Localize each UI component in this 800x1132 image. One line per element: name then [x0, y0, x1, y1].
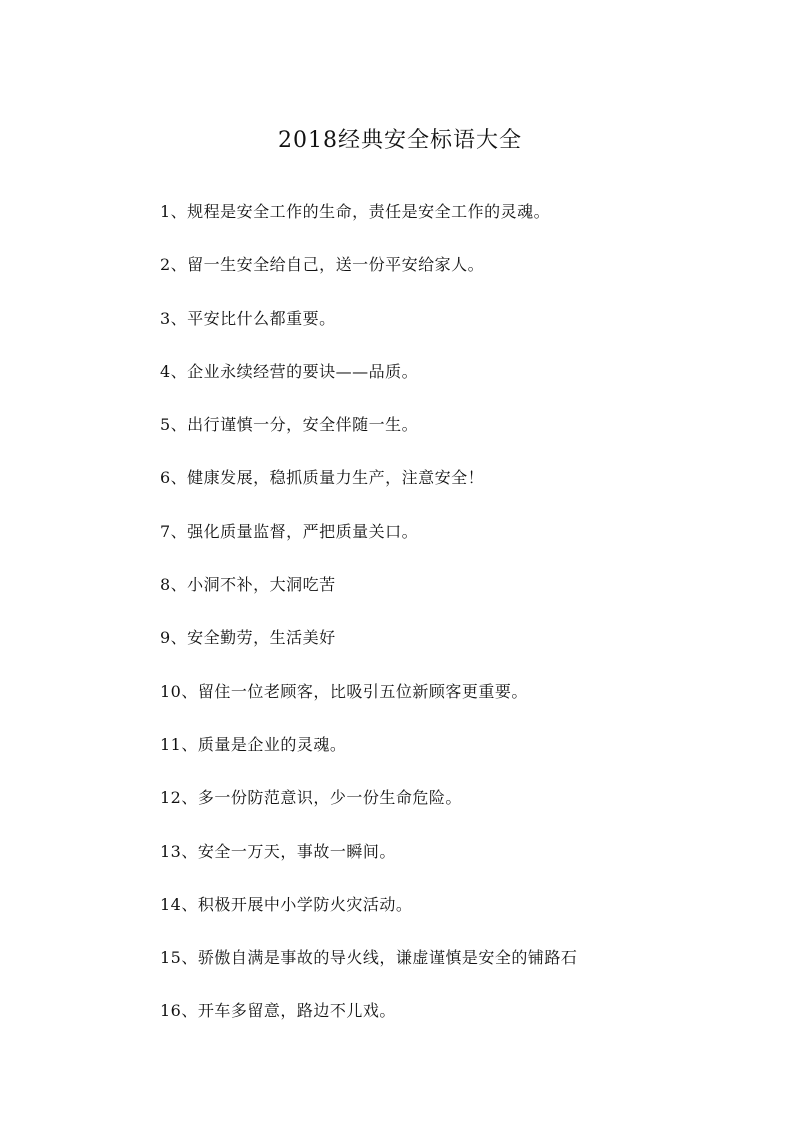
slogan-list [160, 197, 760, 1050]
slogan-item: 5、出行谨慎一分，安全伴随一生。 [160, 415, 419, 435]
document-title: 2018经典安全标语大全 [278, 128, 522, 153]
slogan-item: 10、留住一位老顾客，比吸引五位新顾客更重要。 [160, 681, 528, 701]
slogan-item: 15、骄傲自满是事故的导火线，谦虚谨慎是安全的铺路石 [160, 948, 578, 968]
slogan-item: 4、企业永续经营的要诀——品质。 [160, 361, 419, 381]
slogan-item: 14、积极开展中小学防火灾活动。 [160, 894, 413, 914]
slogan-item: 9、安全勤劳，生活美好 [160, 628, 336, 648]
slogan-item: 1、规程是安全工作的生命，责任是安全工作的灵魂。 [160, 202, 551, 221]
slogan-item: 2、留一生安全给自己，送一份平安给家人。 [160, 255, 485, 275]
slogan-item: 6、健康发展，稳抓质量力生产，注意安全！ [160, 468, 485, 488]
slogan-item: 8、小洞不补，大洞吃苦 [160, 575, 336, 595]
slogan-item: 13、安全一万天，事故一瞬间。 [160, 841, 396, 861]
slogan-item: 7、强化质量监督，严把质量关口。 [160, 521, 419, 541]
slogan-item: 16、开车多留意，路边不儿戏。 [160, 1001, 396, 1021]
slogan-item: 11、质量是企业的灵魂。 [160, 734, 347, 754]
slogan-item: 12、多一份防范意识，少一份生命危险。 [160, 788, 462, 808]
slogan-item: 3、平安比什么都重要。 [160, 308, 336, 328]
